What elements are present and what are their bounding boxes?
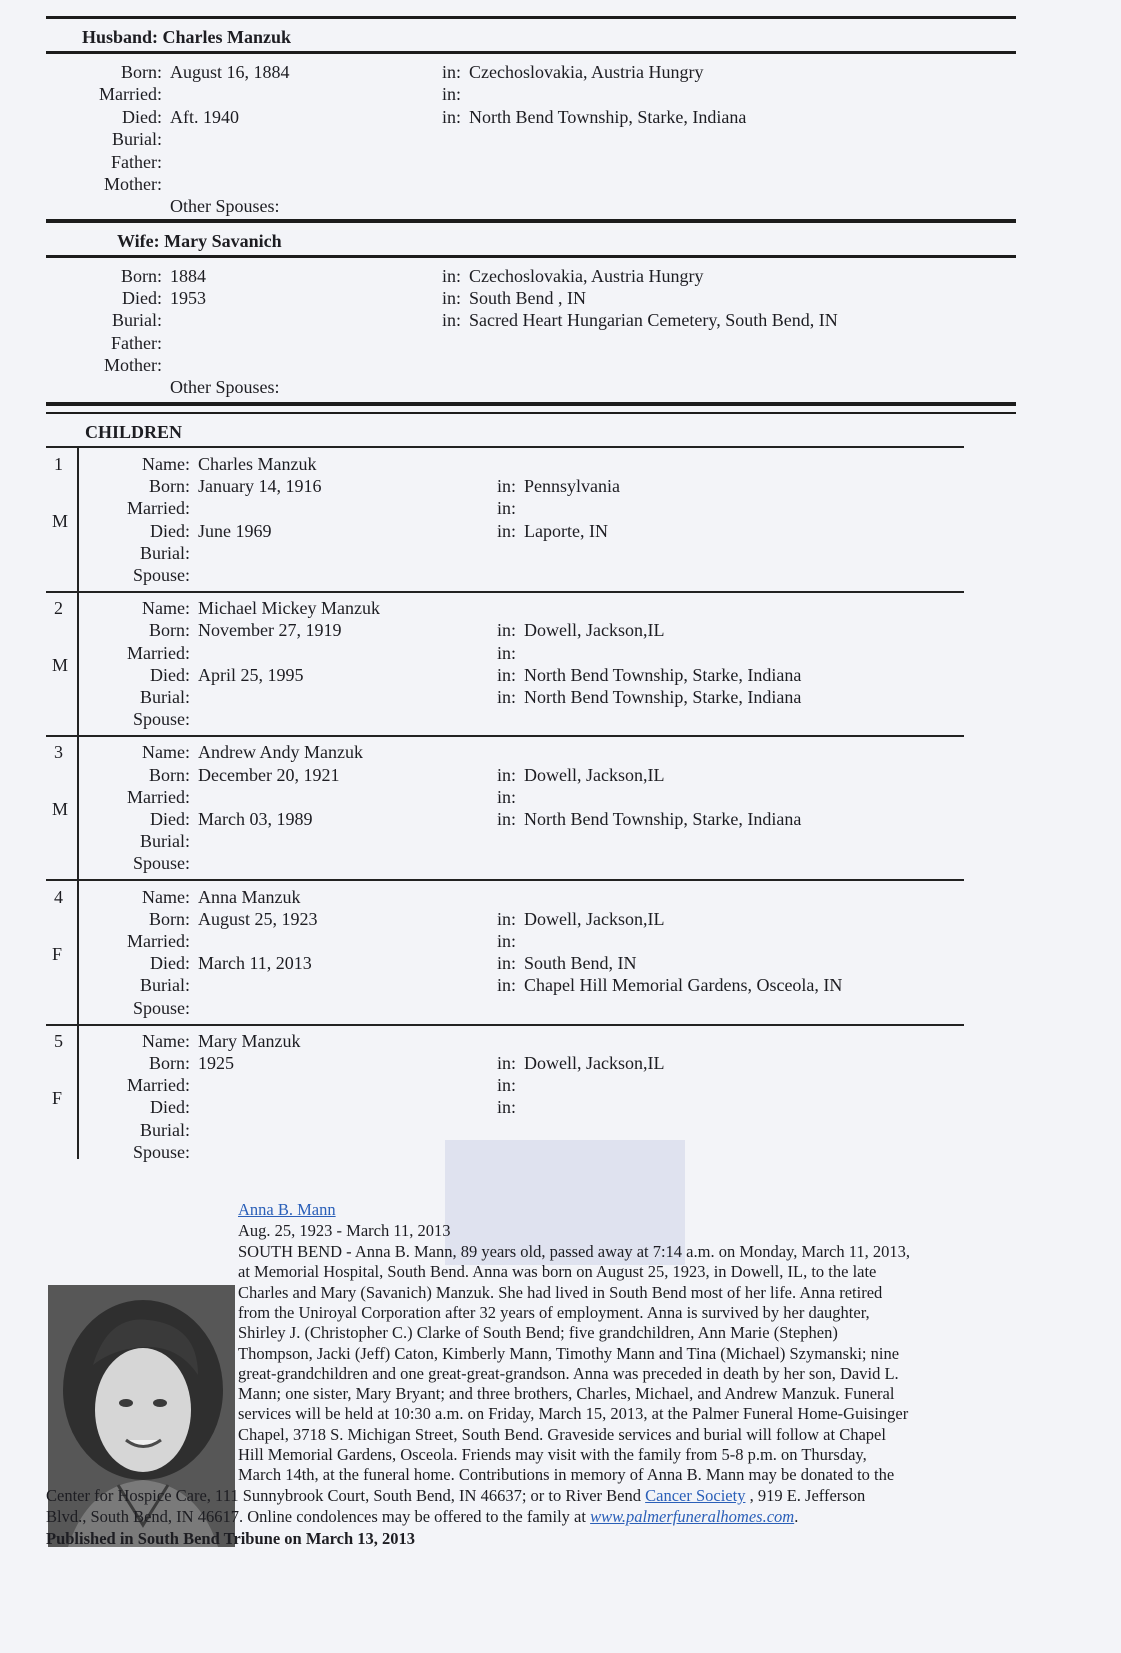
- wife-field-value: 1884: [170, 266, 206, 286]
- obituary-text-line: from the Uniroyal Corporation after 32 years of employment. Anna is survived by her daughter,: [238, 1302, 870, 1322]
- obituary-name-link[interactable]: Anna B. Mann: [238, 1200, 336, 1219]
- child-sex: M: [52, 799, 69, 820]
- child-field-label: Died:: [150, 953, 190, 974]
- child-field-value: Michael Mickey Manzuk: [198, 598, 380, 619]
- child-in-label: in:: [497, 1075, 517, 1096]
- obituary-text-line: Hill Memorial Gardens, Osceola. Friends may visit with the family from 5-8 p.m. on Thursday,: [238, 1445, 867, 1464]
- obituary-text-line: services will be held at 10:30 a.m. on Friday, March 15, 2013, at the Palmer Funeral Home-Guisinger: [238, 1404, 909, 1424]
- children-heading: CHILDREN: [85, 422, 183, 442]
- child-field-value: March 11, 2013: [198, 953, 312, 974]
- child-field-label: Born:: [148, 764, 190, 785]
- child-field-label: Name:: [142, 1030, 190, 1051]
- husband-field-value: August 16, 1884: [170, 62, 290, 82]
- child-field-label: Burial:: [140, 1119, 190, 1140]
- husband-field-label: Married:: [99, 84, 162, 105]
- child-in-label: in:: [497, 786, 517, 807]
- child-place-value: Dowell, Jackson,IL: [524, 1053, 665, 1073]
- child-field-value: April 25, 1995: [198, 664, 304, 685]
- wife-in-label: in:: [442, 288, 462, 309]
- top-rule: [46, 16, 1016, 19]
- cancer-society-link[interactable]: Cancer Society: [645, 1486, 746, 1505]
- wife-in-label: in:: [442, 310, 462, 331]
- child-number: 1: [54, 454, 63, 474]
- child-field-value: 1925: [198, 1053, 234, 1073]
- child-in-label: in:: [497, 931, 517, 951]
- child-field-label: Name:: [142, 454, 190, 474]
- child-place-value: North Bend Township, Starke, Indiana: [524, 809, 802, 829]
- child-field-label: Spouse:: [132, 997, 190, 1018]
- child-place-value: Dowell, Jackson,IL: [524, 908, 665, 929]
- child-number: 2: [54, 598, 63, 619]
- child-in-label: in:: [497, 908, 517, 929]
- husband-place-value: North Bend Township, Starke, Indiana: [469, 106, 747, 127]
- husband-field-label: Father:: [111, 151, 162, 172]
- child-place-value: South Bend, IN: [524, 953, 637, 974]
- child-field-value: March 03, 1989: [198, 809, 313, 829]
- obituary-dates: Aug. 25, 1923 - March 11, 2013: [238, 1221, 451, 1240]
- husband-field-label: Burial:: [112, 129, 162, 150]
- child-number: 5: [54, 1030, 63, 1051]
- child-in-label: in:: [497, 642, 517, 663]
- child-place-value: Dowell, Jackson,IL: [524, 620, 665, 641]
- obituary-text-line: great-grandchildren and one great-great-grandson. Anna was preceded in death by her son, David L.: [238, 1363, 899, 1383]
- child-field-label: Name:: [142, 742, 190, 763]
- child-field-label: Burial:: [140, 542, 190, 563]
- child-separator: [46, 1024, 964, 1026]
- child-place-value: Laporte, IN: [524, 520, 608, 541]
- child-field-label: Married:: [127, 1075, 190, 1096]
- obituary-text-line: Thompson, Jacki (Jeff) Caton, Kimberly Mann, Timothy Mann and Tina (Michael) Szymanski; nine: [238, 1343, 900, 1363]
- child-field-label: Born:: [148, 620, 190, 641]
- wife-heading: Wife: Mary Savanich: [117, 231, 282, 251]
- obituary-text-line: Shirley J. (Christopher C.) Clarke of South Bend; five grandchildren, Ann Marie (Stephen): [238, 1323, 838, 1343]
- obituary-text-line: Chapel, 3718 S. Michigan Street, South Bend. Graveside services and burial will follow at Chapel: [238, 1424, 886, 1444]
- child-in-label: in:: [497, 687, 517, 707]
- wife-other-spouses: Other Spouses:: [170, 377, 280, 397]
- child-separator: [46, 879, 964, 881]
- child-in-label: in:: [497, 1097, 517, 1118]
- child-sex: F: [52, 1087, 63, 1108]
- child-field-label: Name:: [142, 598, 190, 619]
- child-number: 3: [54, 742, 63, 763]
- child-field-label: Burial:: [140, 975, 190, 996]
- child-in-label: in:: [497, 620, 517, 641]
- husband-place-value: Czechoslovakia, Austria Hungry: [469, 62, 704, 82]
- child-in-label: in:: [497, 975, 517, 996]
- child-in-label: in:: [497, 498, 517, 519]
- husband-name: Charles Manzuk: [162, 27, 292, 47]
- wife-field-label: Burial:: [112, 310, 162, 331]
- funeral-home-link[interactable]: www.palmerfuneralhomes.com: [590, 1507, 795, 1526]
- child-field-value: November 27, 1919: [198, 620, 342, 641]
- child-sex: F: [52, 943, 63, 964]
- children-header-line: [46, 446, 964, 448]
- child-in-label: in:: [497, 953, 517, 974]
- child-field-label: Born:: [148, 908, 190, 929]
- child-field-label: Spouse:: [132, 565, 190, 585]
- child-field-label: Spouse:: [132, 1141, 190, 1162]
- child-field-label: Married:: [127, 642, 190, 663]
- husband-field-label: Died:: [122, 106, 162, 127]
- wife-place-value: South Bend , IN: [469, 288, 586, 309]
- husband-other-spouses: Other Spouses:: [170, 196, 280, 216]
- child-in-label: in:: [497, 476, 517, 497]
- child-field-label: Married:: [127, 786, 190, 807]
- wife-rule: [46, 255, 1016, 258]
- husband-field-label: Mother:: [104, 174, 162, 194]
- husband-field-label: Born:: [120, 62, 162, 82]
- child-field-value: January 14, 1916: [198, 476, 322, 497]
- child-place-value: Dowell, Jackson,IL: [524, 764, 665, 785]
- child-number: 4: [54, 886, 63, 907]
- child-field-value: Charles Manzuk: [198, 454, 317, 474]
- wife-top-rule: [46, 219, 1016, 223]
- wife-place-value: Sacred Heart Hungarian Cemetery, South Bend, IN: [469, 310, 838, 331]
- obituary-text-line: SOUTH BEND - Anna B. Mann, 89 years old, passed away at 7:14 a.m. on Monday, March 11, 2013,: [238, 1242, 910, 1261]
- husband-heading: Husband: Charles Manzuk: [82, 27, 292, 47]
- child-field-value: Mary Manzuk: [198, 1030, 301, 1051]
- child-field-label: Died:: [150, 1097, 190, 1118]
- obituary-text-line: March 14th, at the funeral home. Contributions in memory of Anna B. Mann may be donated to the: [238, 1465, 895, 1485]
- husband-rule: [46, 51, 1016, 54]
- child-in-label: in:: [497, 809, 517, 829]
- child-separator: [46, 591, 964, 593]
- wife-field-label: Born:: [120, 266, 162, 286]
- child-field-label: Died:: [150, 809, 190, 829]
- husband-in-label: in:: [442, 62, 462, 82]
- child-in-label: in:: [497, 664, 517, 685]
- children-top-rule: [46, 402, 1016, 406]
- obituary-text-line: at Memorial Hospital, South Bend. Anna was born on August 25, 1923, in Dowell, IL, to the late: [238, 1262, 877, 1282]
- child-field-value: Andrew Andy Manzuk: [198, 742, 363, 763]
- child-sex: M: [52, 511, 69, 531]
- child-field-label: Married:: [127, 931, 190, 951]
- child-field-label: Spouse:: [132, 709, 190, 730]
- child-field-label: Name:: [142, 886, 190, 907]
- child-field-label: Spouse:: [132, 853, 190, 874]
- wife-in-label: in:: [442, 266, 462, 286]
- wife-field-label: Father:: [111, 332, 162, 353]
- wife-name: Mary Savanich: [164, 231, 282, 251]
- wife-place-value: Czechoslovakia, Austria Hungry: [469, 266, 704, 286]
- wife-field-label: Died:: [122, 288, 162, 309]
- wife-field-value: 1953: [170, 288, 206, 309]
- child-in-label: in:: [497, 764, 517, 785]
- child-sex: M: [52, 655, 69, 676]
- child-place-value: North Bend Township, Starke, Indiana: [524, 664, 802, 685]
- child-place-value: North Bend Township, Starke, Indiana: [524, 687, 802, 707]
- published-line: Published in South Bend Tribune on March 13, 2013: [46, 1529, 416, 1548]
- obituary-line-a: Center for Hospice Care, 111 Sunnybrook Court, South Bend, IN 46637; or to River Bend Cancer Society , 919 E. Jefferson: [46, 1486, 866, 1505]
- child-field-label: Born:: [148, 476, 190, 497]
- husband-in-label: in:: [442, 84, 462, 105]
- child-field-label: Married:: [127, 498, 190, 519]
- child-in-label: in:: [497, 520, 517, 541]
- child-field-value: August 25, 1923: [198, 908, 318, 929]
- child-field-label: Died:: [150, 520, 190, 541]
- child-in-label: in:: [497, 1053, 517, 1073]
- children-top-rule-thin: [46, 412, 1016, 414]
- obituary-line-b: Blvd., South Bend, IN 46617. Online condolences may be offered to the family at www.palmerfuneralhomes.com.: [46, 1507, 799, 1526]
- obituary-text-line: Charles and Mary (Savanich) Manzuk. She had lived in South Bend most of her life. Anna retired: [238, 1282, 883, 1302]
- child-field-value: June 1969: [198, 520, 272, 541]
- child-field-value: December 20, 1921: [198, 764, 340, 785]
- child-field-label: Burial:: [140, 687, 190, 707]
- husband-in-label: in:: [442, 106, 462, 127]
- child-field-label: Died:: [150, 664, 190, 685]
- child-field-label: Burial:: [140, 831, 190, 852]
- obituary-text-line: Mann; one sister, Mary Bryant; and three brothers, Charles, Michael, and Andrew Manzuk. Funeral: [238, 1384, 895, 1404]
- husband-field-value: Aft. 1940: [170, 106, 239, 127]
- child-field-label: Born:: [148, 1053, 190, 1073]
- child-place-value: Chapel Hill Memorial Gardens, Osceola, IN: [524, 975, 843, 996]
- child-field-value: Anna Manzuk: [198, 886, 301, 907]
- child-place-value: Pennsylvania: [524, 476, 620, 497]
- child-separator: [46, 735, 964, 737]
- wife-field-label: Mother:: [104, 354, 162, 375]
